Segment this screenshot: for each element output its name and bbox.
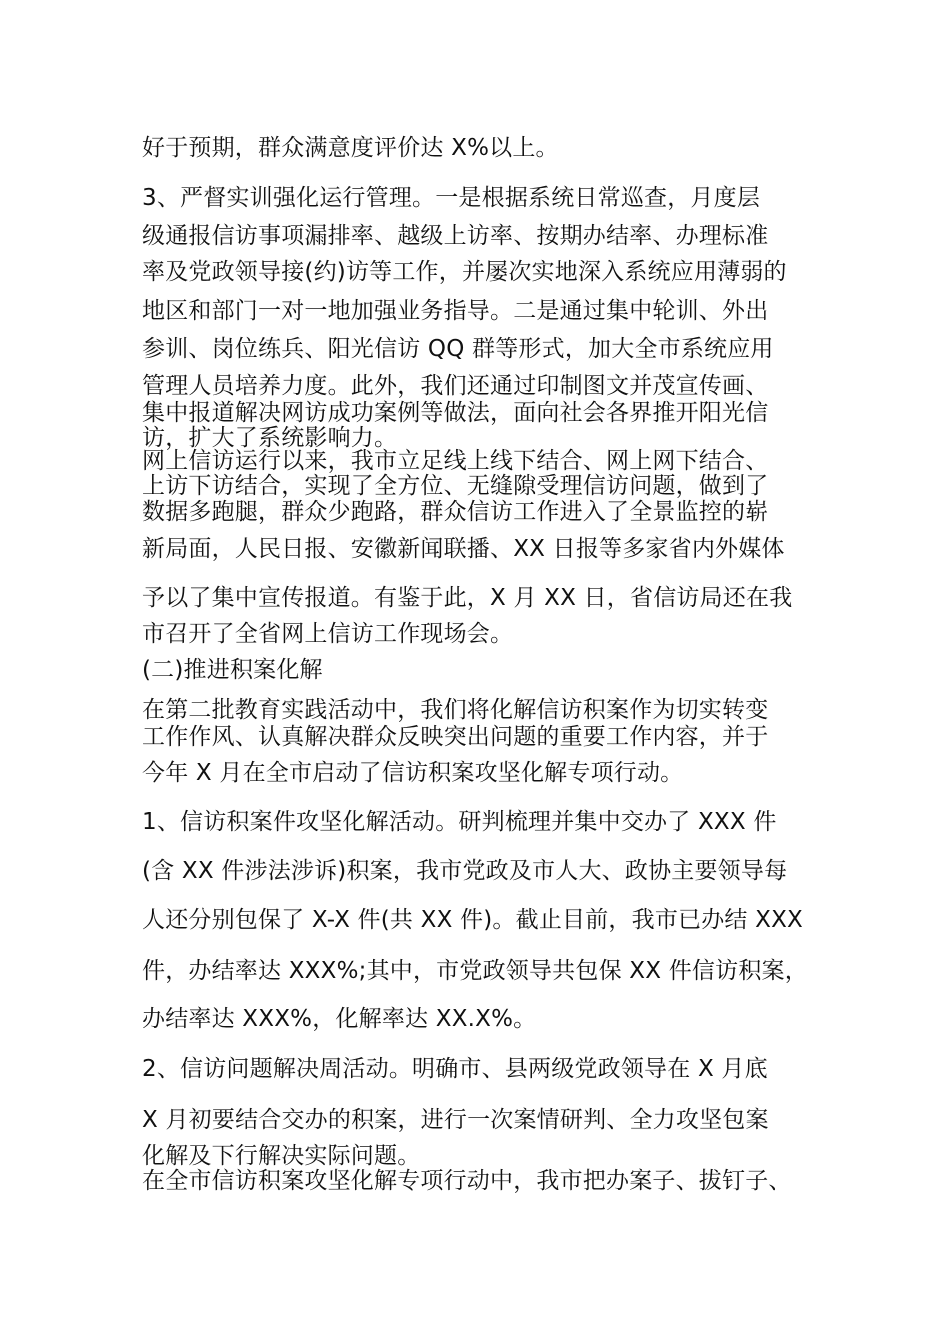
text-line: 率及党政领导接(约)访等工作，并屡次实地深入系统应用薄弱的 xyxy=(142,259,787,285)
text-line: 数据多跑腿，群众少跑路，群众信访工作进入了全景监控的崭 xyxy=(142,499,769,525)
text-line: 集中报道解决网访成功案例等做法，面向社会各界推开阳光信 xyxy=(142,400,769,426)
text-line: 3、严督实训强化运行管理。一是根据系统日常巡查，月度层 xyxy=(142,185,761,211)
text-line: 上访下访结合，实现了全方位、无缝隙受理信访问题，做到了 xyxy=(142,473,769,499)
text-line: 1、信访积案件攻坚化解活动。研判梳理并集中交办了 XXX 件 xyxy=(142,809,777,835)
text-line: 在全市信访积案攻坚化解专项行动中，我市把办案子、拔钉子、 xyxy=(142,1168,792,1194)
text-line: 级通报信访事项漏排率、越级上访率、按期办结率、办理标准 xyxy=(142,223,769,249)
text-line: 化解及下行解决实际问题。 xyxy=(142,1143,421,1169)
text-line: 工作作风、认真解决群众反映突出问题的重要工作内容，并于 xyxy=(142,724,769,750)
text-line: 2、信访问题解决周活动。明确市、县两级党政领导在 X 月底 xyxy=(142,1056,768,1082)
text-line: 今年 X 月在全市启动了信访积案攻坚化解专项行动。 xyxy=(142,760,684,786)
text-line: 予以了集中宣传报道。有鉴于此，X 月 XX 日，省信访局还在我 xyxy=(142,585,793,611)
text-line: 访，扩大了系统影响力。 xyxy=(142,425,398,451)
text-line: 市召开了全省网上信访工作现场会。 xyxy=(142,621,514,647)
text-line: X 月初要结合交办的积案，进行一次案情研判、全力攻坚包案 xyxy=(142,1107,769,1133)
text-line: 人还分别包保了 X-X 件(共 XX 件)。截止目前，我市已办结 XXX xyxy=(142,907,804,933)
text-line: 地区和部门一对一地加强业务指导。二是通过集中轮训、外出 xyxy=(142,298,769,324)
text-line: 新局面，人民日报、安徽新闻联播、XX 日报等多家省内外媒体 xyxy=(142,536,785,562)
text-line: 参训、岗位练兵、阳光信访 QQ 群等形式，加大全市系统应用 xyxy=(142,336,774,362)
text-line: (含 XX 件涉法涉诉)积案，我市党政及市人大、政协主要领导每 xyxy=(142,858,788,884)
text-line: 好于预期，群众满意度评价达 X%以上。 xyxy=(142,135,559,161)
section-heading: (二)推进积案化解 xyxy=(142,657,323,683)
text-line: 网上信访运行以来，我市立足线上线下结合、网上网下结合、 xyxy=(142,448,769,474)
text-line: 办结率达 XXX%，化解率达 XX.X%。 xyxy=(142,1006,537,1032)
text-line: 管理人员培养力度。此外，我们还通过印制图文并茂宣传画、 xyxy=(142,373,769,399)
text-line: 件，办结率达 XXX%;其中，市党政领导共包保 XX 件信访积案， xyxy=(142,958,808,984)
text-line: 在第二批教育实践活动中，我们将化解信访积案作为切实转变 xyxy=(142,697,769,723)
